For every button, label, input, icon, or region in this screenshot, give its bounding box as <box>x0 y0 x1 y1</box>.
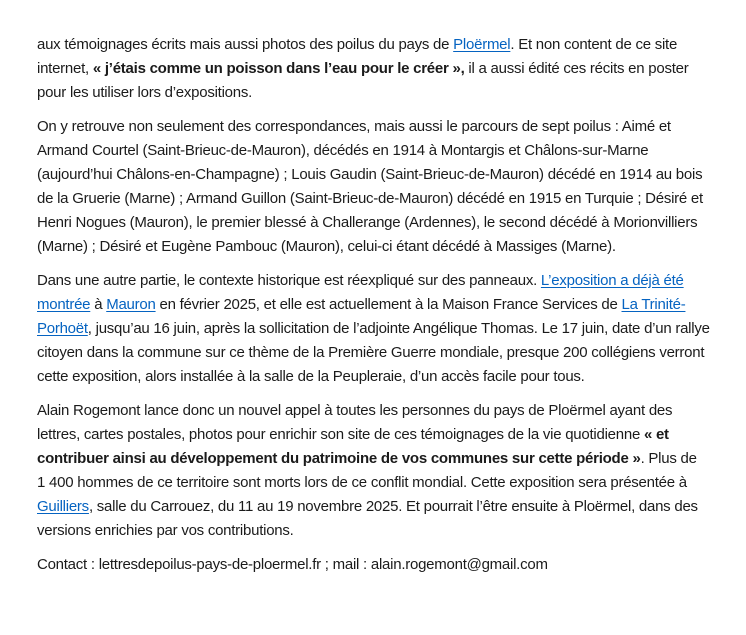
paragraph <box>37 553 713 577</box>
article-body <box>37 33 713 577</box>
inline-link[interactable]: Ploërmel <box>453 36 511 53</box>
text-run: , salle du Carrouez, du 11 au 19 novembre 2025. Et pourrait l’être ensuite à Ploërmel, dans des versions enrichies par vos contributions. <box>37 498 698 539</box>
paragraph <box>37 33 713 105</box>
text-run: . Et non content de ce site internet, <box>37 36 678 77</box>
text-run: il a aussi édité ces récits en poster pour les utiliser lors d’expositions. <box>37 60 689 101</box>
text-run: On y retrouve non seulement des correspondances, mais aussi le parcours de sept poilus : Aimé et Armand Courtel (Saint-Brieuc-de-Mauron), décédés en 1914 à Montargis et Châlons-sur-Marne (aujourd’hui Châlons-en-Champagne) ; Louis Gaudin (Saint-Brieuc-de-Mauron) décédé en 1914 au bois de la Gruerie (Marne) ; Armand Guillon (Saint-Brieuc-de-Mauron) décédé en 1915 en Turquie ; Désiré et Henri Nogues (Mauron), le premier blessé à Challerange (Ardennes), le second décédé à Morionvilliers (Marne) ; Désiré et Eugène Pambouc (Mauron), celui-ci étant décédé à Massiges (Marne). <box>37 118 703 255</box>
inline-link[interactable]: Mauron <box>106 296 156 313</box>
inline-link[interactable]: L’exposition a déjà été montrée <box>37 272 684 313</box>
text-run: aux témoignages écrits mais aussi photos des poilus du pays de <box>37 36 454 53</box>
bold-text-run: « et contribuer ainsi au développement du patrimoine de vos communes sur cette période » <box>37 426 669 467</box>
inline-link[interactable]: La Trinité-Porhoët <box>37 296 686 337</box>
paragraph <box>37 115 713 259</box>
text-run: à <box>90 296 107 313</box>
text-run: . Plus de 1 400 hommes de ce territoire sont morts lors de ce conflit mondial. Cette exposition sera présentée à <box>37 450 697 491</box>
text-run: , jusqu’au 16 juin, après la sollicitation de l’adjointe Angélique Thomas. Le 17 juin, date d’un rallye citoyen dans la commune sur ce thème de la Première Guerre mondiale, presque 200 collégiens verront cette exposition, alors installée à la salle de la Peupleraie, d’un accès facile pour tous. <box>37 320 710 385</box>
text-run: en février 2025, et elle est actuellement à la Maison France Services de <box>155 296 622 313</box>
text-run: Dans une autre partie, le contexte historique est réexpliqué sur des panneaux. <box>37 272 541 289</box>
bold-text-run: « j’étais comme un poisson dans l’eau pour le créer », <box>92 60 465 77</box>
text-run: Contact : lettresdepoilus-pays-de-ploermel.fr ; mail : alain.rogemont@gmail.com <box>37 556 548 573</box>
paragraph <box>37 399 713 543</box>
text-run: Alain Rogemont lance donc un nouvel appel à toutes les personnes du pays de Ploërmel ayant des lettres, cartes postales, photos pour enrichir son site de ces témoignages de la vie quotidienne <box>37 402 673 443</box>
paragraph <box>37 269 713 389</box>
inline-link[interactable]: Guilliers <box>37 498 89 515</box>
